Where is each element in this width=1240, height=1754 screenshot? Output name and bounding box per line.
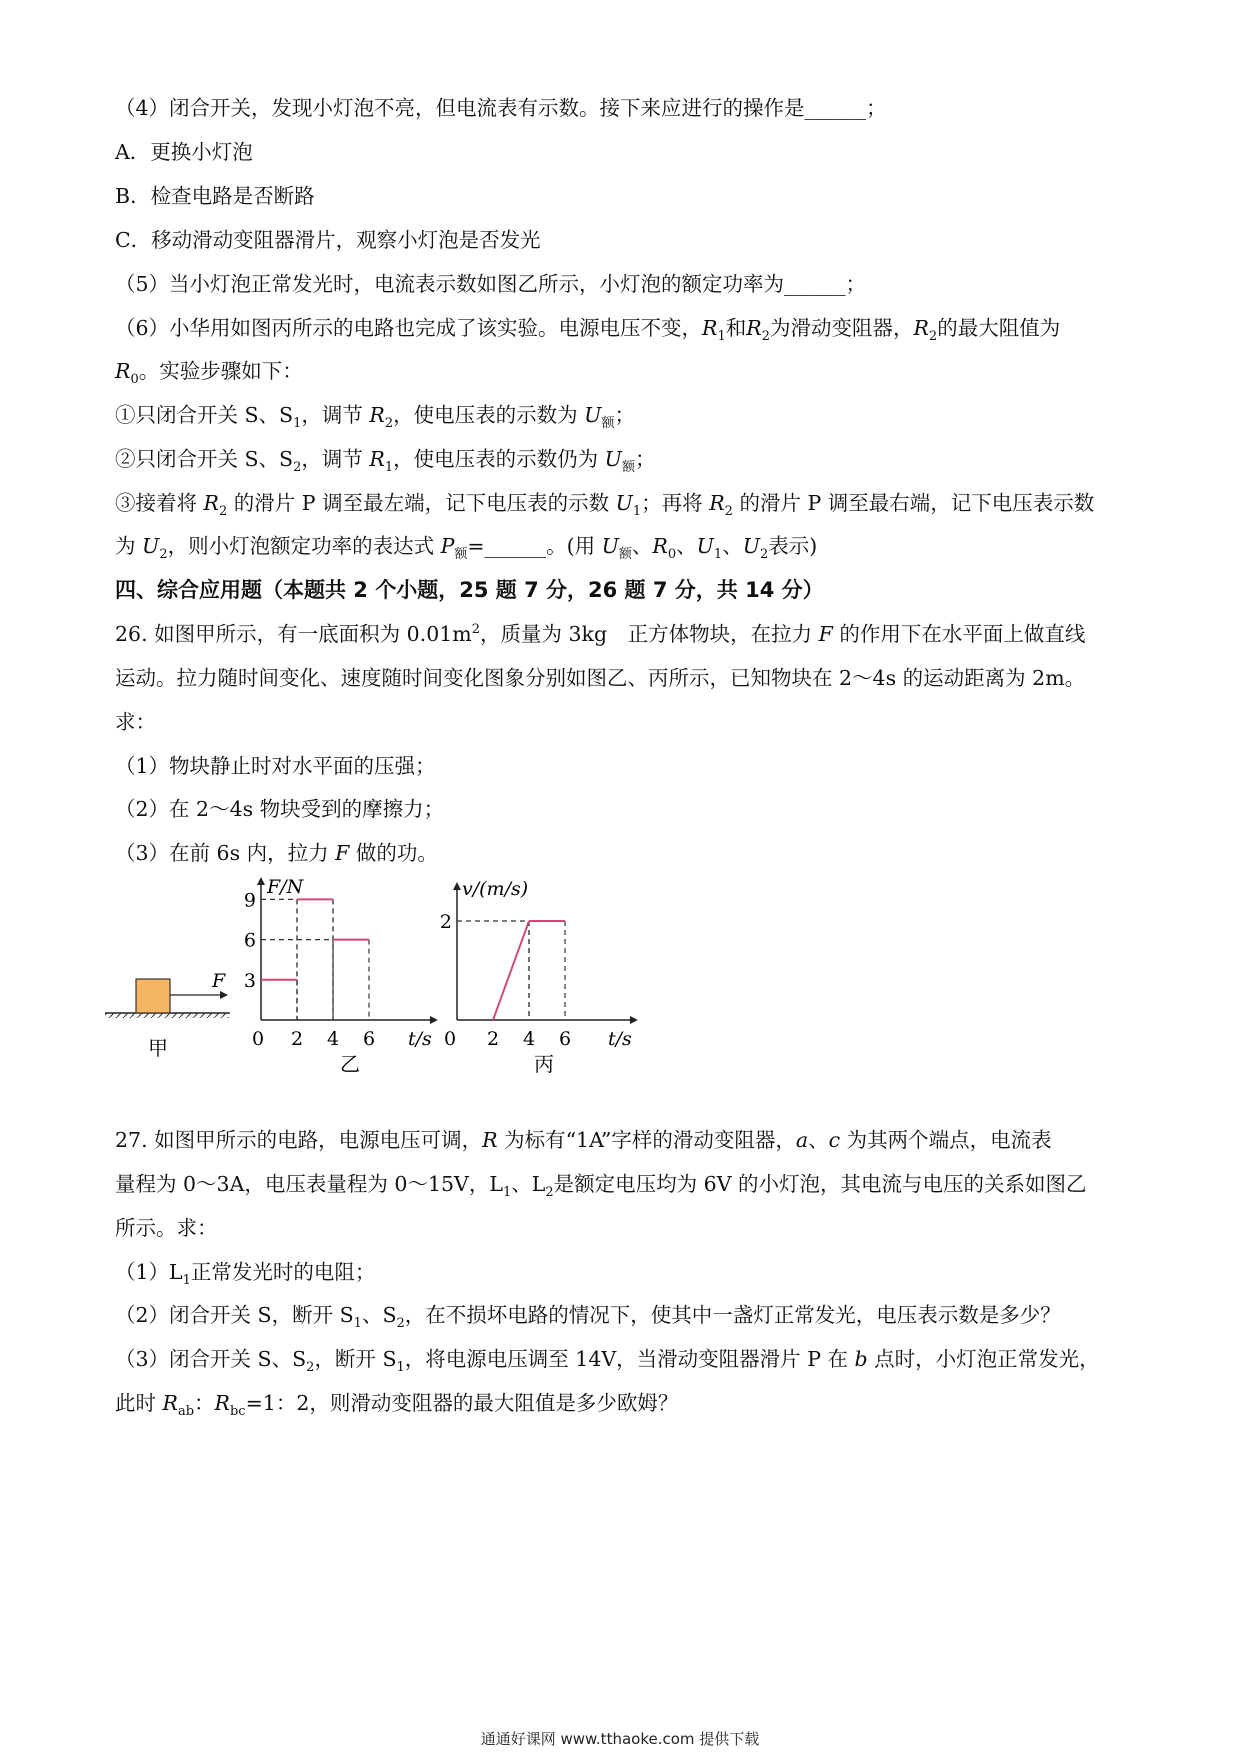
yi-y-arrow bbox=[257, 877, 265, 885]
yi-ytick-2: 9 bbox=[243, 889, 256, 912]
q27-line1: 27. 如图甲所示的电路，电源电压可调，R 为标有“1A”字样的滑动变阻器，a、c 为其两个端点，电流表 bbox=[115, 1128, 1052, 1152]
figure-svg bbox=[110, 876, 730, 1190]
q26-sub2: （2）在 2～4s 物块受到的摩擦力； bbox=[115, 797, 445, 821]
yi-ytick-1: 6 bbox=[243, 929, 256, 952]
q27-sub3-line1: （3）闭合开关 S、$S_2$，断开 $S_1$，将电源电压调至 14V，当滑动变阻器滑片 P 在 b 点时，小灯泡正常发光， bbox=[115, 1347, 1100, 1376]
bing-ytick-0: 2 bbox=[439, 911, 452, 933]
yi-xtick-2: 6 bbox=[362, 1028, 376, 1050]
q25-part5: （5）当小灯泡正常发光时，电流表示数如图乙所示，小灯泡的额定功率为______； bbox=[115, 272, 867, 296]
q27-sub2: （2）闭合开关 S，断开 $S_1$、$S_2$，在不损坏电路的情况下，使其中一盏灯正常发光，电压表示数是多少？ bbox=[115, 1303, 1061, 1332]
bing-xtick-1: 4 bbox=[522, 1028, 536, 1050]
yi-origin: 0 bbox=[251, 1028, 265, 1050]
chart-force-time bbox=[244, 876, 438, 1076]
yi-xtick-0: 2 bbox=[290, 1028, 304, 1050]
caption-jia: 甲 bbox=[148, 1036, 168, 1060]
q25-step3-line2: 为 $U_2$，则小灯泡额定功率的表达式 $P_额=\_\_\_\_\_\_$。(用 $U_额$、$R_0$、$U_1$、$U_2$表示) bbox=[115, 534, 818, 563]
yi-ytick-0: 3 bbox=[243, 969, 256, 992]
block bbox=[136, 979, 170, 1013]
caption-yi: 乙 bbox=[340, 1052, 360, 1076]
yi-xlabel: t/s bbox=[408, 1028, 432, 1050]
q26-sub1: （1）物块静止时对水平面的压强； bbox=[115, 754, 436, 778]
chart-velocity-time bbox=[440, 878, 638, 1076]
page-footer: 通通好课网 www.tthaoke.com 提供下载 bbox=[480, 1730, 760, 1748]
yi-xtick-1: 4 bbox=[326, 1028, 340, 1050]
q27-sub3-line2: 此时 $R_{ab}$：$R_{bc}=1$：2，则滑动变阻器的最大阻值是多少欧姆？ bbox=[115, 1391, 679, 1420]
bing-y-arrow bbox=[453, 882, 461, 890]
q25-part6-line2: $R_0$。实验步骤如下： bbox=[115, 359, 303, 388]
q26-line2: 运动。拉力随时间变化、速度随时间变化图象分别如图乙、丙所示，已知物块在 2～4s 的运动距离为 2m。 bbox=[115, 666, 1086, 690]
bing-ylabel: v/(m/s) bbox=[462, 878, 529, 900]
bing-x-arrow bbox=[630, 1016, 638, 1024]
q25-option-b: B．检查电路是否断路 bbox=[115, 184, 315, 208]
q26-line1: 26. 如图甲所示，有一底面积为 $0.01m^2$，质量为 3kg 正方体物块，在拉力 F 的作用下在水平面上做直线 bbox=[115, 622, 1086, 646]
q27-line2: 量程为 0～3A，电压表量程为 0～15V，$L_1$、$L_2$是额定电压均为 6V 的小灯泡，其电流与电压的关系如图乙 bbox=[115, 1172, 1087, 1201]
q25-option-a: A．更换小灯泡 bbox=[115, 140, 253, 164]
q26-line3: 求： bbox=[115, 710, 156, 734]
yi-x-arrow bbox=[430, 1016, 438, 1024]
q27-line3: 所示。求： bbox=[115, 1216, 218, 1240]
bing-xtick-2: 6 bbox=[558, 1028, 572, 1050]
yi-ylabel: F/N bbox=[267, 876, 304, 898]
force-label: F bbox=[212, 970, 226, 992]
q25-step3-line1: ③接着将 $R_2$ 的滑片 P 调至最左端，记下电压表的示数 $U_1$；再将 $R_2$ 的滑片 P 调至最右端，记下电压表示数 bbox=[115, 491, 1095, 520]
q25-step1: ①只闭合开关 S、$S_1$，调节 $R_2$，使电压表的示数为 $U_额$； bbox=[115, 403, 635, 432]
bing-origin: 0 bbox=[443, 1028, 457, 1050]
q26-sub3: （3）在前 6s 内，拉力 F 做的功。 bbox=[115, 841, 438, 865]
q25-part4: （4）闭合开关，发现小灯泡不亮，但电流表有示数。接下来应进行的操作是______； bbox=[115, 96, 887, 120]
bing-xtick-0: 2 bbox=[486, 1028, 500, 1050]
figure-jia bbox=[105, 970, 230, 1060]
q25-part6-line1: （6）小华用如图丙所示的电路也完成了该实验。电源电压不变，$R_1$和$R_2$为滑动变阻器，$R_2$的最大阻值为 bbox=[115, 316, 1061, 345]
q26-figures bbox=[110, 876, 730, 1194]
caption-bing: 丙 bbox=[534, 1052, 554, 1076]
q25-step2: ②只闭合开关 S、$S_2$，调节 $R_1$，使电压表的示数仍为 $U_额$； bbox=[115, 447, 656, 476]
q25-option-c: C．移动滑动变阻器滑片，观察小灯泡是否发光 bbox=[115, 228, 541, 252]
section-heading: 四、综合应用题（本题共 2 个小题，25 题 7 分，26 题 7 分，共 14 分） bbox=[115, 578, 824, 602]
force-arrowhead bbox=[220, 991, 228, 999]
q27-sub1: $(1)L_1$正常发光时的电阻； bbox=[115, 1260, 376, 1289]
bing-segment-0 bbox=[493, 921, 529, 1020]
bing-xlabel: t/s bbox=[608, 1028, 632, 1050]
